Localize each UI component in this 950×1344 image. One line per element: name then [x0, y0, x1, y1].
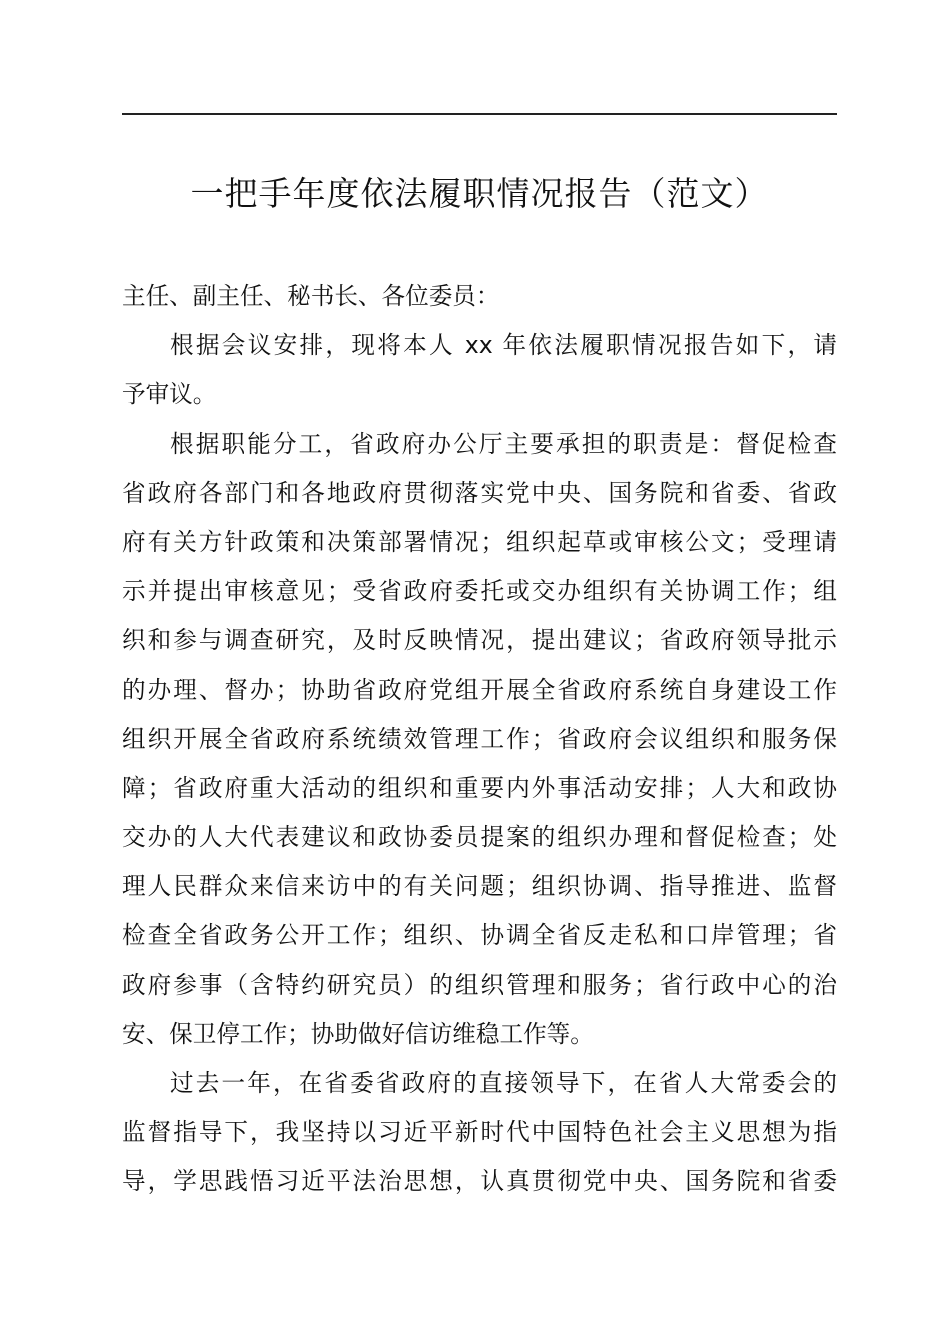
paragraph-3-line: 监督指导下，我坚持以习近平新时代中国特色社会主义思想为指	[122, 1118, 837, 1147]
document-body	[122, 272, 837, 1207]
paragraph-2-line: 安、保卫停工作；协助做好信访维稳工作等。	[122, 1019, 594, 1048]
header-rule	[122, 113, 837, 115]
paragraph-2-line: 检查全省政务公开工作；组织、协调全省反走私和口岸管理；省	[122, 921, 837, 950]
paragraph-1-line: 予审议。	[122, 380, 217, 409]
paragraph-2-line: 交办的人大代表建议和政协委员提案的组织办理和督促检查；处	[122, 823, 837, 852]
salutation: 主任、副主任、秘书长、各位委员：	[122, 282, 500, 310]
paragraph-2-line: 组织开展全省政府系统绩效管理工作；省政府会议组织和服务保	[122, 724, 837, 753]
paragraph-2-line: 障；省政府重大活动的组织和重要内外事活动安排；人大和政协	[122, 773, 837, 802]
paragraph-2-line: 府有关方针政策和决策部署情况；组织起草或审核公文；受理请	[122, 527, 837, 556]
paragraph-2-line: 省政府各部门和各地政府贯彻落实党中央、国务院和省委、省政	[122, 478, 837, 507]
document-title: 一把手年度依法履职情况报告（范文）	[190, 174, 769, 213]
paragraph-2-line: 示并提出审核意见；受省政府委托或交办组织有关协调工作；组	[122, 577, 837, 606]
paragraph-3-line: 过去一年，在省委省政府的直接领导下，在省人大常委会的	[170, 1069, 837, 1097]
paragraph-3-line: 导，学思践悟习近平法治思想，认真贯彻党中央、国务院和省委	[122, 1167, 837, 1196]
paragraph-2-line: 政府参事（含特约研究员）的组织管理和服务；省行政中心的治	[122, 970, 837, 999]
paragraph-1-line: 根据会议安排，现将本人 xx 年依法履职情况报告如下，请	[170, 331, 837, 360]
paragraph-2-line: 的办理、督办；协助省政府党组开展全省政府系统自身建设工作	[122, 675, 837, 704]
paragraph-2-line: 理人民群众来信来访中的有关问题；组织协调、指导推进、监督	[122, 872, 837, 901]
paragraph-2-line: 根据职能分工，省政府办公厅主要承担的职责是：督促检查	[170, 429, 837, 458]
paragraph-2-line: 织和参与调查研究，及时反映情况，提出建议；省政府领导批示	[122, 626, 837, 655]
